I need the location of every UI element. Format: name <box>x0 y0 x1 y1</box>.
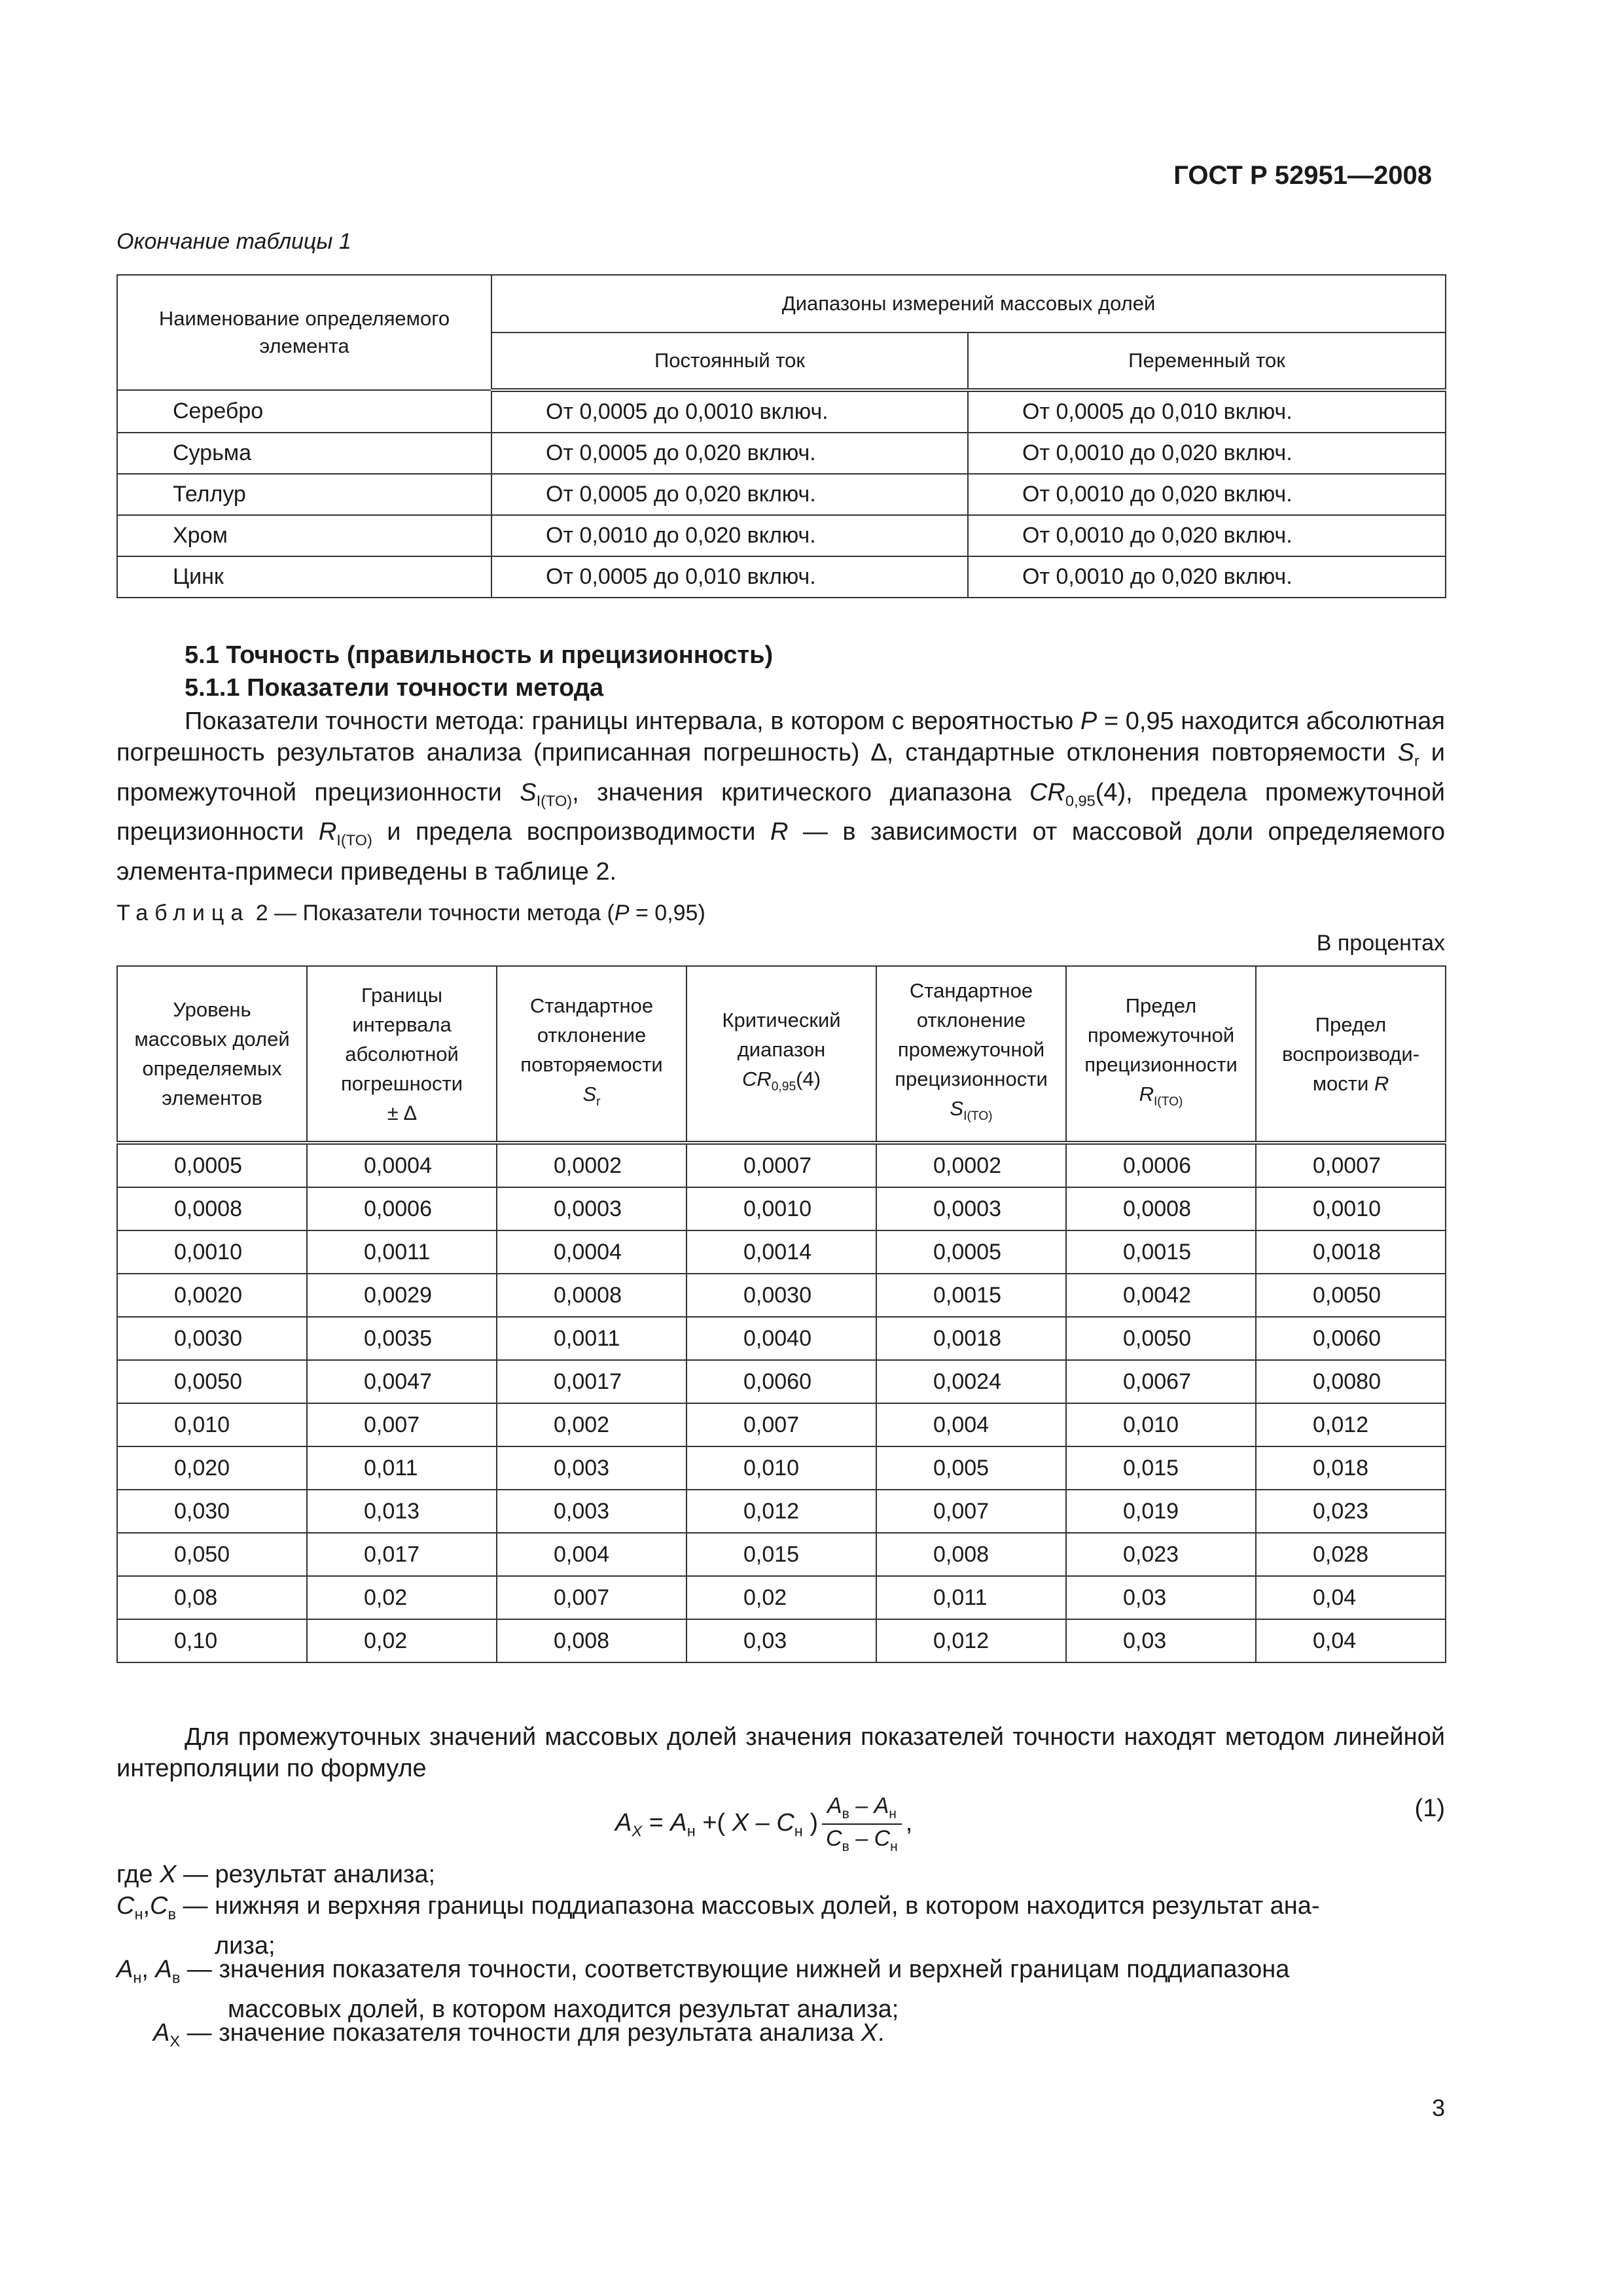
table2-cell: 0,010 <box>1066 1403 1256 1446</box>
table2-cell: 0,0010 <box>117 1230 307 1274</box>
formula-fraction: $\frac{A_в - A_н}{C_в - C_н}$ <box>822 1793 902 1855</box>
section-heading-5-1: 5.1 Точность (правильность и прецизионность) <box>185 641 774 669</box>
table2-row <box>117 1576 1446 1619</box>
table2-cell: 0,003 <box>497 1446 687 1490</box>
table2-cell: 0,0020 <box>117 1274 307 1317</box>
table2-cell: 0,017 <box>307 1533 497 1576</box>
table2-cell: 0,0008 <box>1066 1187 1256 1230</box>
table2-cell: 0,0042 <box>1066 1274 1256 1317</box>
table1-header-ac: Переменный ток <box>968 332 1446 390</box>
table2-cell: 0,015 <box>1066 1446 1256 1490</box>
where-item-c: $C_н,C_в$ — нижняя и верхняя границы поддиапазона массовых долей, в котором находится результат ана- лиза; <box>116 1892 1320 1960</box>
table2-cell: 0,0040 <box>687 1317 876 1360</box>
table1-cell: От 0,0005 до 0,010 включ. <box>968 390 1446 433</box>
table2-cell: 0,007 <box>687 1403 876 1446</box>
table1-continuation-label: Окончание таблицы 1 <box>116 229 351 254</box>
table2-cell: 0,011 <box>876 1576 1066 1619</box>
where-item-x: где X — результат анализа; <box>116 1861 436 1888</box>
table2-row <box>117 1403 1446 1446</box>
table2-cell: 0,023 <box>1256 1490 1446 1533</box>
table2-cell: 0,0004 <box>307 1143 497 1187</box>
table1-row <box>117 515 1446 556</box>
table1-cell: От 0,0005 до 0,020 включ. <box>491 474 968 515</box>
table1 <box>116 274 1446 598</box>
table2-cell: 0,02 <box>307 1619 497 1662</box>
table2-cell: 0,005 <box>876 1446 1066 1490</box>
table2-row <box>117 1360 1446 1403</box>
table1-body <box>117 390 1446 598</box>
table1-row <box>117 433 1446 474</box>
document-code: ГОСТ Р 52951—2008 <box>1173 161 1432 190</box>
table2-cell: 0,0030 <box>687 1274 876 1317</box>
table2-cell: 0,0047 <box>307 1360 497 1403</box>
table2-cell: 0,0050 <box>1066 1317 1256 1360</box>
table2-cell: 0,013 <box>307 1490 497 1533</box>
table2-units: В процентах <box>1316 931 1445 956</box>
table2-cell: 0,0060 <box>1256 1317 1446 1360</box>
table2-caption: Таблица 2 — Показатели точности метода (P = 0,95) <box>116 901 705 925</box>
table2-cell: 0,02 <box>687 1576 876 1619</box>
table1-row <box>117 390 1446 433</box>
table2-header-critical-range: Критический диапазон $CR_{0,95}(4)$ <box>687 966 876 1143</box>
table1-row <box>117 556 1446 598</box>
paragraph-accuracy-indicators: Показатели точности метода: границы интервала, в котором с вероятностью P = 0,95 находится абсолютная погрешность результатов анализа (приписанная погрешность) ∆, стандартные отклонения повторяемости $S_r$ и промежуточной прецизионности $S_{I(TO)}$, значения критического диапазона $CR_{0,95}(4)$, предела промежуточной прецизионности $R_{I(TO)}$ и предела воспроизводимости R — в зависимости от массовой доли определяемого элемента-примеси приведены в таблице 2. <box>116 708 1445 886</box>
table2-cell: 0,10 <box>117 1619 307 1662</box>
table2-cell: 0,0080 <box>1256 1360 1446 1403</box>
table2-header-reproducibility: Предел воспроизводи-мости R <box>1256 966 1446 1143</box>
table2-cell: 0,04 <box>1256 1619 1446 1662</box>
table2-header-repeatability: Стандартное отклонение повторяемости $S_r$ <box>497 966 687 1143</box>
table2-cell: 0,018 <box>1256 1446 1446 1490</box>
paragraph-interpolation: Для промежуточных значений массовых долей значения показателей точности находят методом линейной интерполяции по формуле <box>116 1723 1445 1782</box>
table1-header-name: Наименование определяемого элемента <box>117 275 491 390</box>
table2-cell: 0,050 <box>117 1533 307 1576</box>
table2-cell: 0,0030 <box>117 1317 307 1360</box>
table2-cell: 0,0004 <box>497 1230 687 1274</box>
table2-cell: 0,0050 <box>1256 1274 1446 1317</box>
table2-header-intermediate-sd: Стандартное отклонение промежуточной прецизионности $S_{I(TO)}$ <box>876 966 1066 1143</box>
table2-cell: 0,0015 <box>876 1274 1066 1317</box>
table2-cell: 0,004 <box>497 1533 687 1576</box>
table2-cell: 0,0014 <box>687 1230 876 1274</box>
table2-cell: 0,0003 <box>497 1187 687 1230</box>
table2-cell: 0,002 <box>497 1403 687 1446</box>
table1-row <box>117 474 1446 515</box>
table2-cell: 0,0008 <box>117 1187 307 1230</box>
table2-cell: 0,0010 <box>1256 1187 1446 1230</box>
table2-cell: 0,011 <box>307 1446 497 1490</box>
table2-cell: 0,0005 <box>876 1230 1066 1274</box>
table2-cell: 0,02 <box>307 1576 497 1619</box>
table2-header-error-bounds: Границы интервала абсолютной погрешности ± ∆ <box>307 966 497 1143</box>
table2-cell: 0,0007 <box>687 1143 876 1187</box>
table1-header-group: Диапазоны измерений массовых долей <box>491 275 1446 332</box>
table1-cell: Сурьма <box>117 433 491 474</box>
table1-header-dc: Постоянный ток <box>491 332 968 390</box>
table2-cell: 0,012 <box>876 1619 1066 1662</box>
where-item-a: $A_н$, $A_в$ — значения показателя точности, соответствующие нижней и верхней границам поддиапазона массовых долей, в котором находится результат анализа; <box>116 1956 1290 2023</box>
table1-cell: От 0,0010 до 0,020 включ. <box>491 515 968 556</box>
table2-cell: 0,030 <box>117 1490 307 1533</box>
table2-cell: 0,0006 <box>307 1187 497 1230</box>
table2-cell: 0,015 <box>687 1533 876 1576</box>
table2-row <box>117 1446 1446 1490</box>
table2-cell: 0,03 <box>1066 1619 1256 1662</box>
table1-cell: От 0,0005 до 0,010 включ. <box>491 556 968 598</box>
table1-cell: Теллур <box>117 474 491 515</box>
section-heading-5-1-1: 5.1.1 Показатели точности метода <box>185 674 604 702</box>
table2-cell: 0,0008 <box>497 1274 687 1317</box>
table2-cell: 0,0011 <box>307 1230 497 1274</box>
table2-cell: 0,0017 <box>497 1360 687 1403</box>
table2-cell: 0,012 <box>687 1490 876 1533</box>
table2-cell: 0,0006 <box>1066 1143 1256 1187</box>
table2-cell: 0,008 <box>876 1533 1066 1576</box>
table2-cell: 0,007 <box>307 1403 497 1446</box>
table2-row <box>117 1533 1446 1576</box>
table2-cell: 0,0024 <box>876 1360 1066 1403</box>
table2-cell: 0,020 <box>117 1446 307 1490</box>
table1-cell: От 0,0005 до 0,020 включ. <box>491 433 968 474</box>
table2-cell: 0,023 <box>1066 1533 1256 1576</box>
table1-cell: Хром <box>117 515 491 556</box>
table2-cell: 0,010 <box>687 1446 876 1490</box>
table2-cell: 0,0060 <box>687 1360 876 1403</box>
table2-cell: 0,0050 <box>117 1360 307 1403</box>
table1-cell: От 0,0010 до 0,020 включ. <box>968 556 1446 598</box>
table2-cell: 0,007 <box>497 1576 687 1619</box>
table2-cell: 0,008 <box>497 1619 687 1662</box>
table2-cell: 0,0005 <box>117 1143 307 1187</box>
table2-row <box>117 1274 1446 1317</box>
table2-cell: 0,003 <box>497 1490 687 1533</box>
table2-cell: 0,0018 <box>876 1317 1066 1360</box>
table1-cell: От 0,0010 до 0,020 включ. <box>968 433 1446 474</box>
table2-cell: 0,004 <box>876 1403 1066 1446</box>
table2-cell: 0,0007 <box>1256 1143 1446 1187</box>
table2-cell: 0,0011 <box>497 1317 687 1360</box>
table1-cell: Серебро <box>117 390 491 433</box>
table2-row <box>117 1143 1446 1187</box>
table2-cell: 0,0002 <box>876 1143 1066 1187</box>
table2-cell: 0,04 <box>1256 1576 1446 1619</box>
table2-cell: 0,0035 <box>307 1317 497 1360</box>
table2-cell: 0,028 <box>1256 1533 1446 1576</box>
table2-row <box>117 1619 1446 1662</box>
table2-row <box>117 1317 1446 1360</box>
table2-body <box>117 1143 1446 1662</box>
table2-cell: 0,0015 <box>1066 1230 1256 1274</box>
table2-cell: 0,0002 <box>497 1143 687 1187</box>
table2-row <box>117 1490 1446 1533</box>
table2-cell: 0,007 <box>876 1490 1066 1533</box>
table2-header-level: Уровень массовых долей определяемых элементов <box>117 966 307 1143</box>
table2-cell: 0,03 <box>687 1619 876 1662</box>
interpolation-formula: $A_X = A_н$ +( X – $C_н$ ) $\frac{A_в - A_н}{C_в - C_н}$ , <box>615 1793 913 1854</box>
page-number: 3 <box>1431 2094 1445 2121</box>
table2-cell: 0,03 <box>1066 1576 1256 1619</box>
table2-cell: 0,0010 <box>687 1187 876 1230</box>
table2-cell: 0,019 <box>1066 1490 1256 1533</box>
where-item-ax: $A_X$ — значение показателя точности для результата анализа X. <box>153 2019 885 2050</box>
table1-cell: От 0,0010 до 0,020 включ. <box>968 515 1446 556</box>
table2-row <box>117 1187 1446 1230</box>
table2-cell: 0,08 <box>117 1576 307 1619</box>
table2-cell: 0,0018 <box>1256 1230 1446 1274</box>
table2-cell: 0,0003 <box>876 1187 1066 1230</box>
table2-header-intermediate-limit: Предел промежуточной прецизионности $R_{I(TO)}$ <box>1066 966 1256 1143</box>
table2-cell: 0,0067 <box>1066 1360 1256 1403</box>
table2-row <box>117 1230 1446 1274</box>
table1-cell: От 0,0005 до 0,0010 включ. <box>491 390 968 433</box>
table2-cell: 0,010 <box>117 1403 307 1446</box>
table2 <box>116 965 1446 1663</box>
table1-cell: От 0,0010 до 0,020 включ. <box>968 474 1446 515</box>
table2-cell: 0,012 <box>1256 1403 1446 1446</box>
formula-number: (1) <box>1414 1795 1445 1822</box>
table1-cell: Цинк <box>117 556 491 598</box>
table2-cell: 0,0029 <box>307 1274 497 1317</box>
